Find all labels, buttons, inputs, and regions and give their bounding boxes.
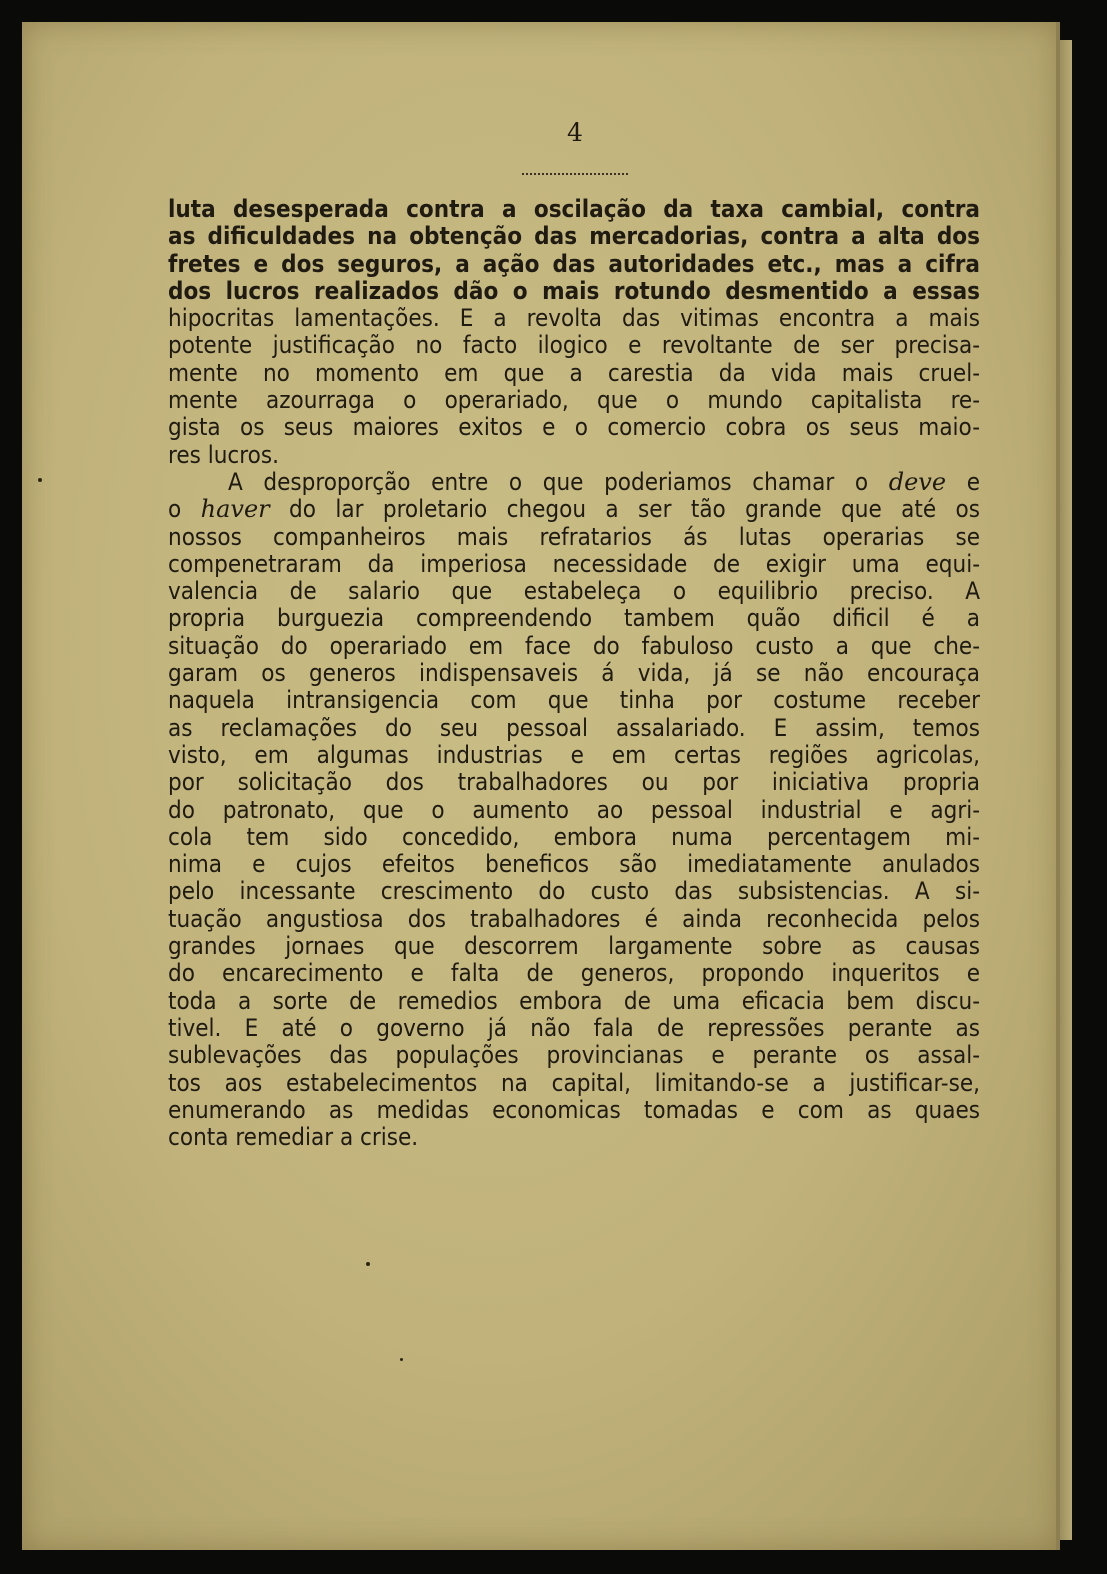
text-line: hipocritas lamentações. E a revolta das vitimas encontra a mais — [168, 304, 980, 333]
text-line: do patronato, que o aumento ao pessoal industrial e agri- — [168, 795, 980, 824]
text-line — [168, 496, 980, 523]
text-run: o — [168, 495, 182, 524]
text-line: garam os generos indispensaveis á vida, já se não encouraça — [168, 659, 980, 688]
text-line: gista os seus maiores exitos e o comercio cobra os seus maio- — [168, 413, 980, 442]
body-text — [168, 196, 980, 1151]
text-line: do encarecimento e falta de generos, propondo inqueritos e — [168, 959, 980, 988]
text-line: naquela intransigencia com que tinha por costume receber — [168, 686, 980, 715]
page-number-rule — [522, 173, 628, 175]
text-line: enumerando as medidas economicas tomadas e com as quaes — [168, 1095, 980, 1124]
text-line: as reclamações do seu pessoal assalariado. E assim, temos — [168, 713, 980, 742]
paper-speck — [38, 478, 42, 482]
text-run: do lar proletario chegou a ser tão grande que até os — [289, 495, 980, 524]
text-line: potente justificação no facto ilogico e revoltante de ser precisa- — [168, 331, 980, 360]
paragraph-2 — [168, 469, 980, 1151]
text-line: nossos companheiros mais refratarios ás lutas operarias se — [168, 522, 980, 551]
text-line: visto, em algumas industrias e em certas regiões agricolas, — [168, 740, 980, 769]
text-line: sublevações das populações provincianas e perante os assal- — [168, 1041, 980, 1070]
text-line — [168, 469, 980, 496]
text-line: por solicitação dos trabalhadores ou por iniciativa propria — [168, 768, 980, 797]
text-line: propria burguezia compreendendo tambem quão dificil é a — [168, 604, 980, 633]
italic-word-deve: deve — [888, 467, 947, 496]
text-line: nima e cujos efeitos beneficos são imediatamente anulados — [168, 850, 980, 879]
text-line: situação do operariado em face do fabuloso custo a que che- — [168, 631, 980, 660]
paper-speck — [366, 1262, 370, 1266]
text-line: tivel. E até o governo já não fala de repressões perante as — [168, 1013, 980, 1042]
text-line: compenetraram da imperiosa necessidade de exigir uma equi- — [168, 549, 980, 578]
text-line: as dificuldades na obtenção das mercadorias, contra a alta dos — [168, 222, 980, 251]
text-line: conta remediar a crise. — [168, 1123, 419, 1152]
text-line: tos aos estabelecimentos na capital, limitando-se a justificar-se, — [168, 1068, 980, 1097]
text-line: dos lucros realizados dão o mais rotundo desmentido a essas — [168, 276, 980, 305]
italic-word-haver: haver — [200, 495, 270, 524]
text-line: luta desesperada contra a oscilação da taxa cambial, contra — [168, 195, 980, 223]
text-run: e — [966, 467, 980, 496]
paper-speck — [400, 1358, 403, 1361]
text-line: cola tem sido concedido, embora numa percentagem mi- — [168, 822, 980, 851]
text-line: pelo incessante crescimento do custo das subsistencias. A si- — [168, 877, 980, 906]
back-sheet-edge — [1060, 40, 1072, 1540]
text-line: fretes e dos seguros, a ação das autoridades etc., mas a cifra — [168, 249, 980, 278]
text-line: mente azourraga o operariado, que o mundo capitalista re- — [168, 386, 980, 415]
text-line: mente no momento em que a carestia da vida mais cruel- — [168, 358, 980, 387]
page-number: 4 — [567, 118, 583, 147]
text-run: A desproporção entre o que poderiamos chamar o — [228, 467, 869, 496]
text-line: res lucros. — [168, 440, 279, 469]
paragraph-1 — [168, 196, 980, 469]
text-line: toda a sorte de remedios embora de uma eficacia bem discu- — [168, 986, 980, 1015]
text-line: grandes jornaes que descorrem largamente sobre as causas — [168, 932, 980, 961]
text-line: valencia de salario que estabeleça o equilibrio preciso. A — [168, 577, 980, 606]
text-line: tuação angustiosa dos trabalhadores é ainda reconhecida pelos — [168, 904, 980, 933]
page-right-edge — [1056, 22, 1060, 1550]
